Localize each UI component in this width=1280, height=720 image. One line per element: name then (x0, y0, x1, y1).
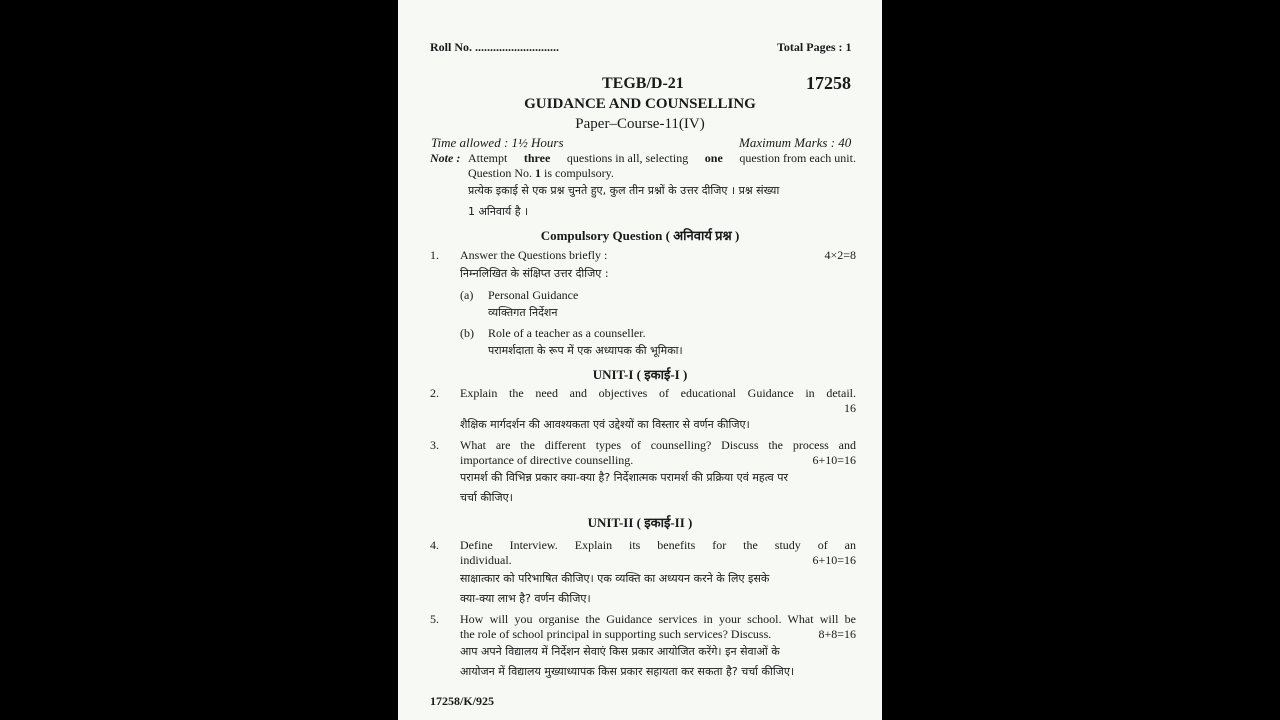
question-hindi: आप अपने विद्यालय में निर्देशन सेवाएं किस प्रकार आयोजित करेंगे। इन सेवाओं के (460, 645, 780, 658)
note-emphasis: one (704, 151, 723, 165)
question-number: 5. (430, 612, 439, 626)
question-text: importance of directive counselling. (460, 453, 634, 467)
part-hindi: परामर्शदाता के रूप में एक अध्यापक की भूमिका। (488, 344, 683, 357)
question-marks: 6+10=16 (812, 553, 856, 567)
exam-paper (398, 0, 882, 720)
note-text: question from each unit. (739, 151, 856, 165)
question-hindi: क्या-क्या लाभ है? वर्णन कीजिए। (460, 592, 591, 605)
footer-code: 17258/K/925 (430, 694, 495, 708)
part-hindi: व्यक्तिगत निर्देशन (488, 306, 558, 319)
question-number: 1. (430, 248, 439, 262)
note-emphasis: 1 (535, 166, 541, 180)
note-emphasis: three (523, 151, 551, 165)
question-marks: 16 (844, 401, 856, 415)
question-hindi: परामर्श की विभिन्न प्रकार क्या-क्या है? निर्देशात्मक परामर्श की प्रक्रिया एवं महत्व पर (460, 471, 789, 484)
question-hindi: साक्षात्कार को परिभाषित कीजिए। एक व्यक्ति का अध्ययन करने के लिए इसके (460, 572, 770, 585)
unit-1-heading: UNIT-I ( इकाई-I ) (592, 367, 688, 382)
part-label: (a) (460, 288, 474, 302)
question-text: Answer the Questions briefly : (460, 248, 608, 262)
paper-number: 17258 (806, 73, 851, 93)
note-text: is compulsory. (544, 166, 614, 180)
roll-no: Roll No. ............................ (430, 40, 559, 54)
unit-2-heading: UNIT-II ( इकाई-II ) (587, 515, 693, 530)
part-label: (b) (460, 326, 474, 340)
question-hindi: निम्नलिखित के संक्षिप्त उत्तर दीजिए : (460, 267, 609, 280)
part-text: Role of a teacher as a counseller. (488, 326, 646, 340)
question-number: 3. (430, 438, 439, 452)
note-text: questions in all, selecting (566, 151, 689, 165)
question-number: 2. (430, 386, 439, 400)
question-text: What are the different types of counselling? Discuss the process and (460, 438, 856, 452)
question-number: 4. (430, 538, 439, 552)
note-hindi-line-1: प्रत्येक इकाई से एक प्रश्न चुनते हुए, कुल तीन प्रश्नों के उत्तर दीजिए । प्रश्न संख्या (468, 184, 780, 197)
total-pages: Total Pages : 1 (777, 40, 852, 54)
question-text: Define Interview. Explain its benefits for the study of an (460, 538, 856, 552)
question-marks: 8+8=16 (818, 627, 856, 641)
question-hindi: चर्चा कीजिए। (460, 491, 513, 504)
paper-code: TEGB/D-21 (602, 75, 684, 92)
question-hindi: आयोजन में विद्यालय मुख्याध्यापक किस प्रकार सहायता कर सकता है? चर्चा कीजिए। (460, 665, 795, 678)
question-text: How will you organise the Guidance services in your school. What will be (460, 612, 856, 626)
question-marks: 4×2=8 (824, 248, 856, 262)
question-text: the role of school principal in supporting such services? Discuss. (460, 627, 772, 641)
paper-title: GUIDANCE AND COUNSELLING (524, 96, 756, 112)
question-text: individual. (460, 553, 512, 567)
note-label: Note : (430, 151, 461, 165)
question-marks: 6+10=16 (812, 453, 856, 467)
part-text: Personal Guidance (488, 288, 579, 302)
question-hindi: शैक्षिक मार्गदर्शन की आवश्यकता एवं उद्देश्यों का विस्तार से वर्णन कीजिए। (460, 418, 750, 431)
paper-course: Paper–Course-11(IV) (575, 116, 705, 132)
compulsory-heading: Compulsory Question ( अनिवार्य प्रश्न ) (540, 228, 740, 243)
maximum-marks: Maximum Marks : 40 (739, 135, 852, 150)
note-line-2 (468, 166, 614, 181)
question-text: Explain the need and objectives of educational Guidance in detail. (460, 386, 856, 400)
note-text: Question No. (468, 166, 532, 180)
note-line-1 (468, 151, 856, 166)
time-allowed: Time allowed : 1½ Hours (431, 135, 564, 150)
note-hindi-line-2: 1 अनिवार्य है । (468, 205, 529, 218)
note-text: Attempt (468, 151, 508, 165)
